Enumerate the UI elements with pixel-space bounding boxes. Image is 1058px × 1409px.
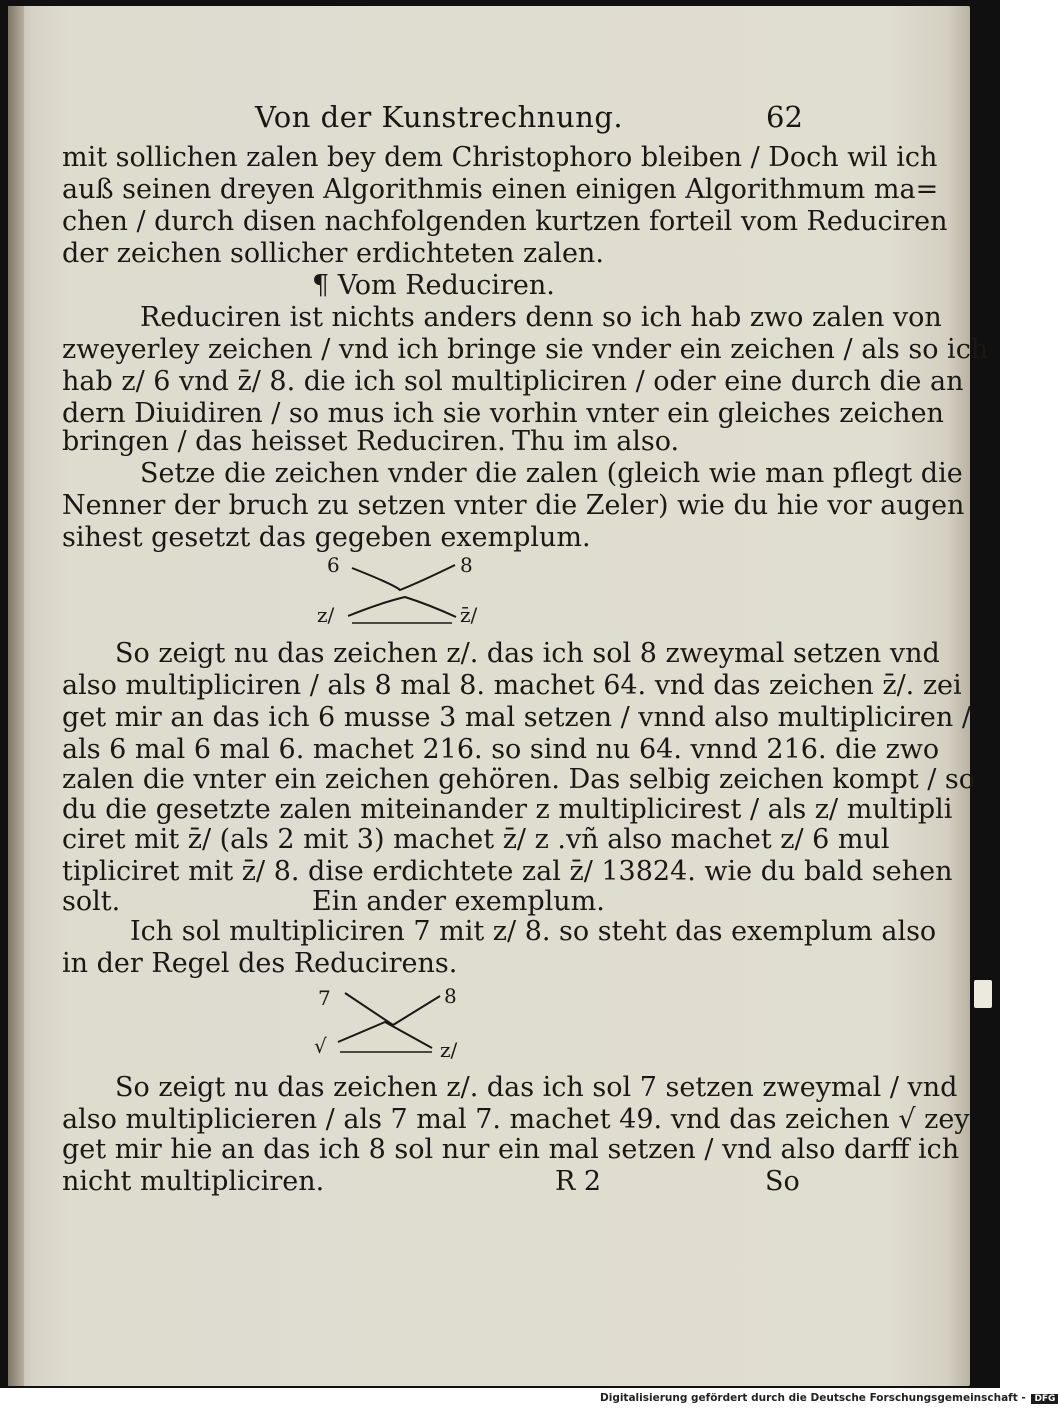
text-line: als 6 mal 6 mal 6. machet 216. so sind nu 64. vnnd 216. die zwo	[62, 734, 940, 765]
text-line: dern Diuidiren / so mus ich sie vorhin vnter ein gleiches zeichen	[62, 398, 944, 429]
dfg-logo: DFG	[1031, 1394, 1058, 1404]
text-line: chen / durch disen nachfolgenden kurtzen forteil vom Reduciren	[62, 206, 948, 237]
text-line: get mir hie an das ich 8 sol nur ein mal setzen / vnd also darff ich	[62, 1134, 960, 1165]
text-line-right: Ein ander exemplum.	[312, 886, 605, 917]
text-line: hab z/ 6 vnd z̄/ 8. die ich sol multipliciren / oder eine durch die an	[62, 366, 964, 397]
text-line: tipliciret mit z̄/ 8. dise erdichtete zal z̄/ 13824. wie du bald sehen	[62, 856, 953, 887]
diagram-number: 8	[460, 553, 473, 577]
text-line-right: Thu im also.	[512, 426, 680, 457]
text-line: nicht multipliciren.	[62, 1166, 325, 1197]
text-line: So zeigt nu das zeichen z/. das ich sol 7 setzen zweymal / vnd	[115, 1072, 958, 1103]
text-line: auß seinen dreyen Algorithmis einen einigen Algorithmum ma=	[62, 174, 939, 205]
page-number: 62	[766, 100, 803, 134]
text-line: Reduciren ist nichts anders denn so ich hab zwo zalen von	[140, 302, 942, 333]
signature-mark: R 2	[555, 1166, 602, 1197]
footer-credit	[600, 1392, 1058, 1404]
running-head: Von der Kunstrechnung.	[255, 100, 624, 134]
text-line: Ich sol multipliciren 7 mit z/ 8. so steht das exemplum also	[130, 916, 937, 947]
catchword: So	[765, 1166, 800, 1197]
text-line: Nenner der bruch zu setzen vnter die Zeler) wie du hie vor augen	[62, 490, 965, 521]
footer-text: Digitalisierung gefördert durch die Deutsche Forschungsgemeinschaft -	[600, 1392, 1026, 1404]
text-line: solt.	[62, 886, 121, 917]
diagram-sign: √	[314, 1034, 327, 1058]
text-line: der zeichen sollicher erdichteten zalen.	[62, 238, 604, 269]
text-line: sihest gesetzt das gegeben exemplum.	[62, 522, 591, 553]
text-line: get mir an das ich 6 musse 3 mal setzen / vnnd also multipliciren /	[62, 702, 971, 733]
diagram-sign: z/	[440, 1038, 458, 1062]
text-line: du die gesetzte zalen miteinander z multiplicirest / als z/ multipli	[62, 794, 953, 825]
diagram-number: 8	[444, 984, 457, 1008]
text-line: bringen / das heisset Reduciren.	[62, 426, 506, 457]
text-line: Setze die zeichen vnder die zalen (gleich wie man pflegt die	[140, 458, 963, 489]
text-line: zweyerley zeichen / vnd ich bringe sie vnder ein zeichen / als so ich	[62, 334, 989, 365]
text-line: So zeigt nu das zeichen z/. das ich sol 8 zweymal setzen vnd	[115, 638, 940, 669]
text-line: mit sollichen zalen bey dem Christophoro bleiben / Doch wil ich	[62, 142, 938, 173]
diagram-sign: z̄/	[460, 603, 478, 627]
diagram-sign: z/	[317, 603, 335, 627]
text-line: also multipliciren / als 8 mal 8. machet 64. vnd das zeichen z̄/. zei	[62, 670, 962, 701]
text-line: also multiplicieren / als 7 mal 7. machet 49. vnd das zeichen √ zey	[62, 1104, 970, 1135]
diagram-number: 7	[318, 986, 331, 1010]
section-heading: ¶ Vom Reduciren.	[312, 270, 555, 301]
text-line: zalen die vnter ein zeichen gehören. Das selbig zeichen kompt / so	[62, 764, 976, 795]
diagram-number: 6	[327, 553, 340, 577]
text-line: in der Regel des Reducirens.	[62, 948, 458, 979]
text-line: ciret mit z̄/ (als 2 mit 3) machet z̄/ z .vñ also machet z/ 6 mul	[62, 824, 890, 855]
